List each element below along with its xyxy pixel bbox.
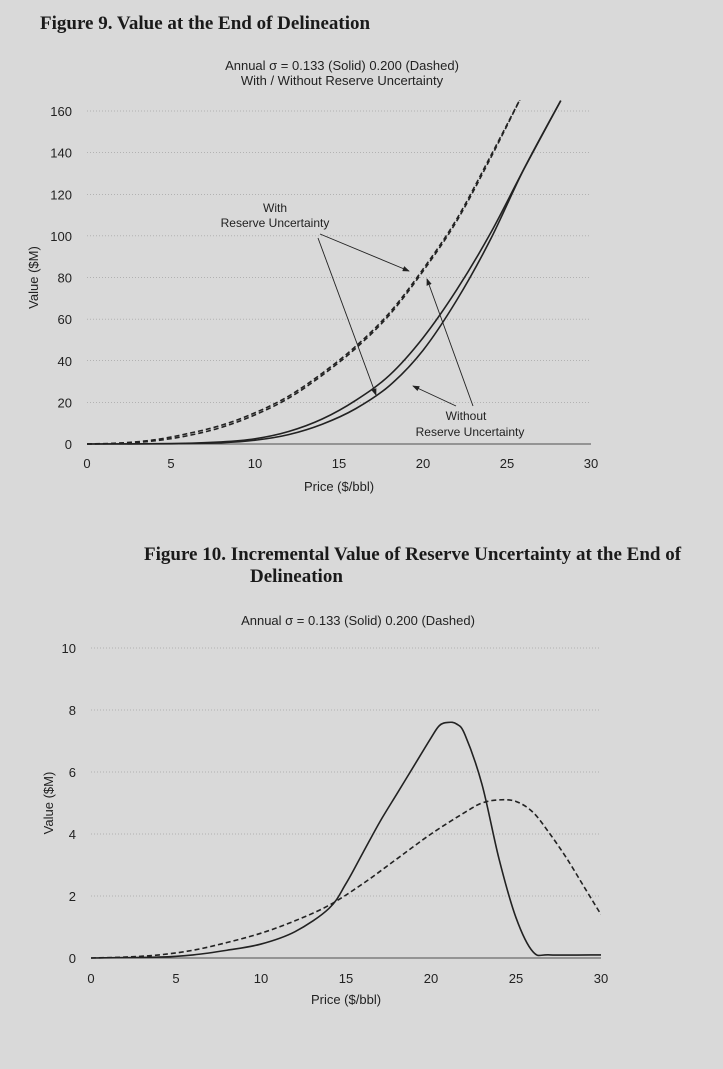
- series-line-1-1: [91, 800, 601, 958]
- y-tick-label: 10: [61, 641, 76, 656]
- y-tick-label: 80: [57, 270, 72, 286]
- chart-subtitle: Annual σ = 0.133 (Solid) 0.200 (Dashed): [225, 58, 459, 73]
- figure-9-title: Figure 9. Value at the End of Delineation: [40, 13, 371, 34]
- y-tick-label: 6: [68, 765, 76, 780]
- x-tick-label: 20: [423, 971, 439, 986]
- x-tick-label: 25: [499, 456, 515, 471]
- annotation-without-line-2: Reserve Uncertainty: [415, 425, 525, 439]
- y-tick-label: 0: [68, 951, 76, 966]
- x-tick-label: 0: [87, 971, 95, 986]
- annotation-with-line-1: With: [263, 201, 287, 215]
- annotation-with-line-2: Reserve Uncertainty: [220, 216, 330, 230]
- y-tick-label: 40: [57, 353, 72, 369]
- series-line-1-0: [91, 722, 601, 958]
- y-tick-label: 140: [50, 145, 72, 161]
- x-tick-label: 10: [253, 971, 269, 986]
- x-tick-label: 0: [83, 456, 91, 471]
- x-axis-label: Price ($/bbl): [310, 992, 382, 1007]
- y-axis-label: Value ($M): [26, 246, 41, 309]
- y-tick-label: 2: [68, 889, 76, 904]
- y-tick-label: 8: [68, 703, 76, 718]
- x-tick-label: 10: [247, 456, 263, 471]
- y-axis-label: Value ($M): [41, 771, 56, 835]
- y-tick-label: 120: [50, 187, 72, 203]
- x-tick-label: 30: [583, 456, 599, 471]
- figure-10-title-line-2: Delineation: [250, 566, 343, 587]
- y-tick-label: 100: [50, 228, 72, 244]
- x-axis-label: Price ($/bbl): [303, 479, 375, 494]
- y-tick-label: 160: [50, 104, 72, 119]
- x-tick-label: 5: [167, 456, 175, 471]
- x-tick-label: 30: [593, 971, 609, 986]
- chart-subtitle: Annual σ = 0.133 (Solid) 0.200 (Dashed): [241, 613, 475, 628]
- x-tick-label: 15: [331, 456, 347, 471]
- y-tick-label: 0: [64, 437, 72, 452]
- y-tick-label: 60: [57, 312, 72, 328]
- x-tick-label: 25: [508, 971, 524, 986]
- y-tick-label: 20: [57, 395, 72, 411]
- annotation-without-line-1: Without: [445, 409, 487, 423]
- x-tick-label: 15: [338, 971, 354, 986]
- y-tick-label: 4: [68, 827, 76, 842]
- figure-10-title-line-1: Figure 10. Incremental Value of Reserve Uncertainty at the End of: [144, 544, 682, 565]
- x-tick-label: 5: [172, 971, 180, 986]
- x-tick-label: 20: [415, 456, 431, 471]
- chart-subtitle: With / Without Reserve Uncertainty: [240, 73, 444, 88]
